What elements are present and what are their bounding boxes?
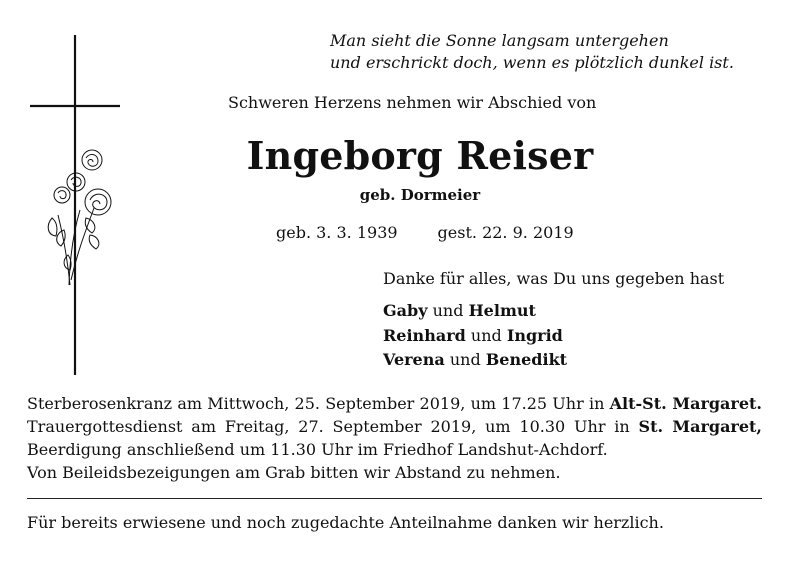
maiden-name: geb. Dormeier <box>359 186 481 204</box>
family-conjunction: und <box>432 301 464 320</box>
thanks-line: Danke für alles, was Du uns gegeben hast <box>383 269 725 288</box>
family-member: Reinhard <box>383 326 466 345</box>
family-line <box>383 300 536 322</box>
family-conjunction: und <box>470 326 502 345</box>
death-date: gest. 22. 9. 2019 <box>437 223 574 242</box>
family-member: Verena <box>383 350 445 369</box>
rosary-place: Alt-St. Margaret. <box>609 394 762 413</box>
family-member: Gaby <box>383 301 428 320</box>
condolence-line: Von Beileidsbezeigungen am Grab bitten wir Abstand zu nehmen. <box>27 463 561 482</box>
motto-line-1: Man sieht die Sonne langsam untergehen <box>330 31 669 50</box>
family-member: Helmut <box>468 301 536 320</box>
cross-with-roses-icon <box>20 30 130 380</box>
rosary-text: Sterberosenkranz am Mittwoch, 25. September 2019, um 17.25 Uhr in <box>27 394 610 413</box>
deceased-name: Ingeborg Reiser <box>246 133 594 178</box>
service-info <box>27 392 762 484</box>
family-conjunction: und <box>449 350 481 369</box>
family-line <box>383 325 563 347</box>
life-dates <box>276 222 574 244</box>
burial-line: Beerdigung anschließend um 11.30 Uhr im Friedhof Landshut-Achdorf. <box>27 440 608 459</box>
family-line <box>383 349 567 371</box>
service-place: St. Margaret, <box>638 417 763 436</box>
birth-date: geb. 3. 3. 1939 <box>276 223 398 242</box>
motto-line-2: und erschrickt doch, wenn es plötzlich dunkel ist. <box>330 53 734 72</box>
divider <box>27 498 762 499</box>
family-member: Benedikt <box>485 350 568 369</box>
service-text: Trauergottesdienst am Freitag, 27. September 2019, um 10.30 Uhr in <box>27 417 639 436</box>
rosary-line <box>27 392 762 415</box>
family-member: Ingrid <box>506 326 563 345</box>
closing-thanks: Für bereits erwiesene und noch zugedachte Anteilnahme danken wir herzlich. <box>27 513 664 532</box>
service-line <box>27 415 762 438</box>
intro-text: Schweren Herzens nehmen wir Abschied von <box>228 93 597 112</box>
